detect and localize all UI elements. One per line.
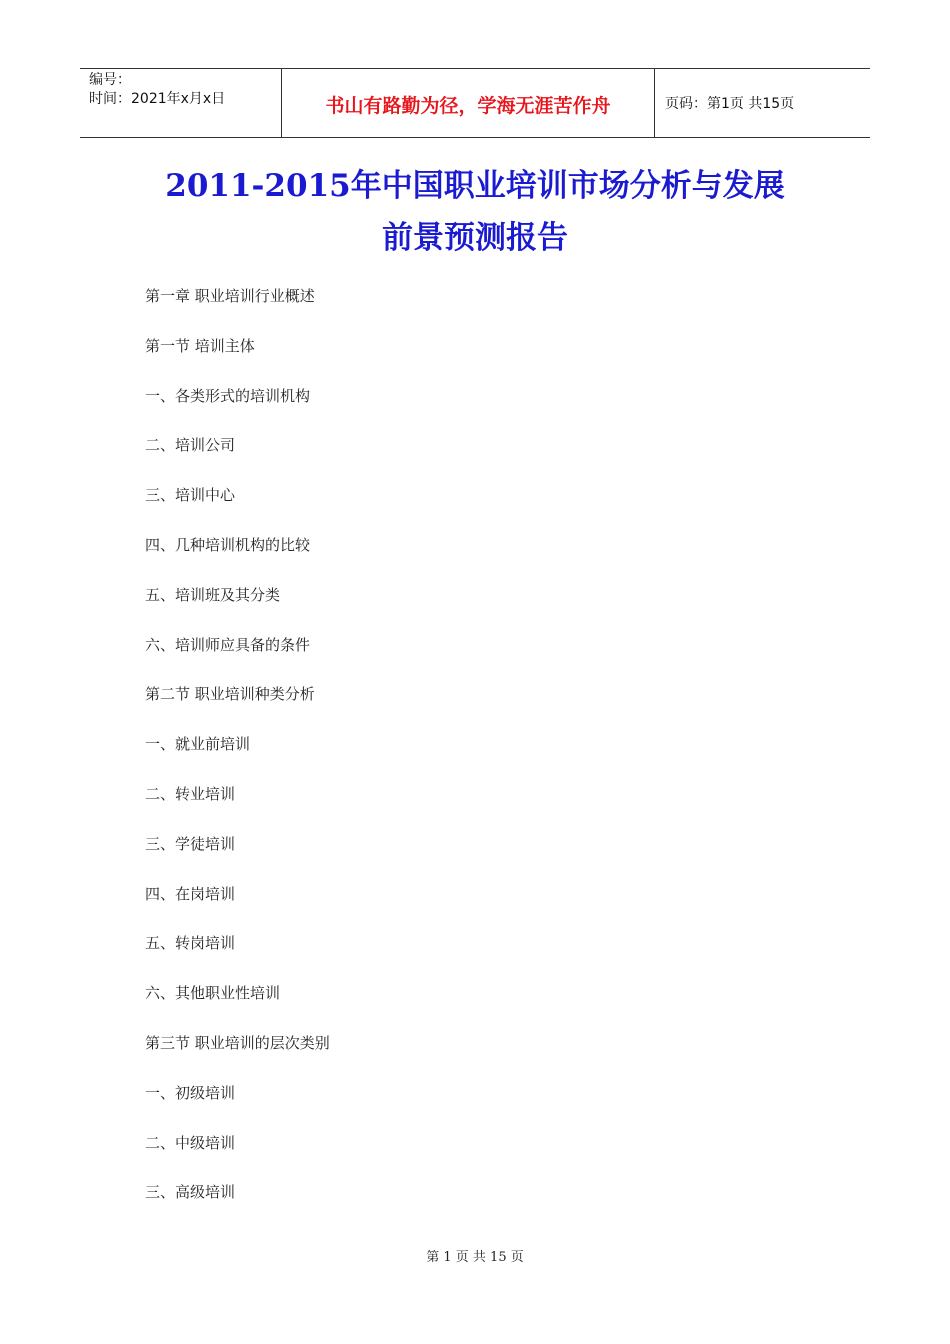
toc-item: 六、培训师应具备的条件 xyxy=(145,635,311,654)
document-title-line2: 前景预测报告 xyxy=(382,220,568,256)
header-motto: 书山有路勤为径，学海无涯苦作舟 xyxy=(281,69,655,137)
toc-item: 五、培训班及其分类 xyxy=(145,585,281,604)
document-title-line1: 2011-2015年中国职业培训市场分析与发展 xyxy=(165,168,785,204)
toc-item: 三、培训中心 xyxy=(145,486,236,505)
table-of-contents xyxy=(145,284,330,1230)
toc-item: 四、在岗培训 xyxy=(145,884,236,903)
date-line: 时间：2021年x月x日 xyxy=(89,91,226,107)
toc-item: 第三节 职业培训的层次类别 xyxy=(145,1033,330,1052)
toc-item: 三、学徒培训 xyxy=(145,834,236,853)
toc-item: 二、培训公司 xyxy=(145,436,236,455)
header-meta xyxy=(80,69,281,137)
toc-item: 二、中级培训 xyxy=(145,1133,236,1152)
toc-item: 三、高级培训 xyxy=(145,1183,236,1202)
header-page-info: 页码：第1页 共15页 xyxy=(665,96,795,112)
toc-item: 一、就业前培训 xyxy=(145,735,251,754)
page-footer: 第 1 页 共 15 页 xyxy=(426,1250,524,1265)
toc-item: 四、几种培训机构的比较 xyxy=(145,535,311,554)
toc-item: 第二节 职业培训种类分析 xyxy=(145,685,315,704)
toc-item: 第一节 培训主体 xyxy=(145,336,255,355)
toc-item: 五、转岗培训 xyxy=(145,934,236,953)
number-label: 编号： xyxy=(89,72,131,88)
toc-item: 六、其他职业性培训 xyxy=(145,984,281,1003)
toc-item: 二、转业培训 xyxy=(145,784,236,803)
toc-item: 一、初级培训 xyxy=(145,1083,236,1102)
toc-item: 第一章 职业培训行业概述 xyxy=(145,287,315,305)
toc-item: 一、各类形式的培训机构 xyxy=(145,386,311,405)
document-header xyxy=(80,68,870,138)
